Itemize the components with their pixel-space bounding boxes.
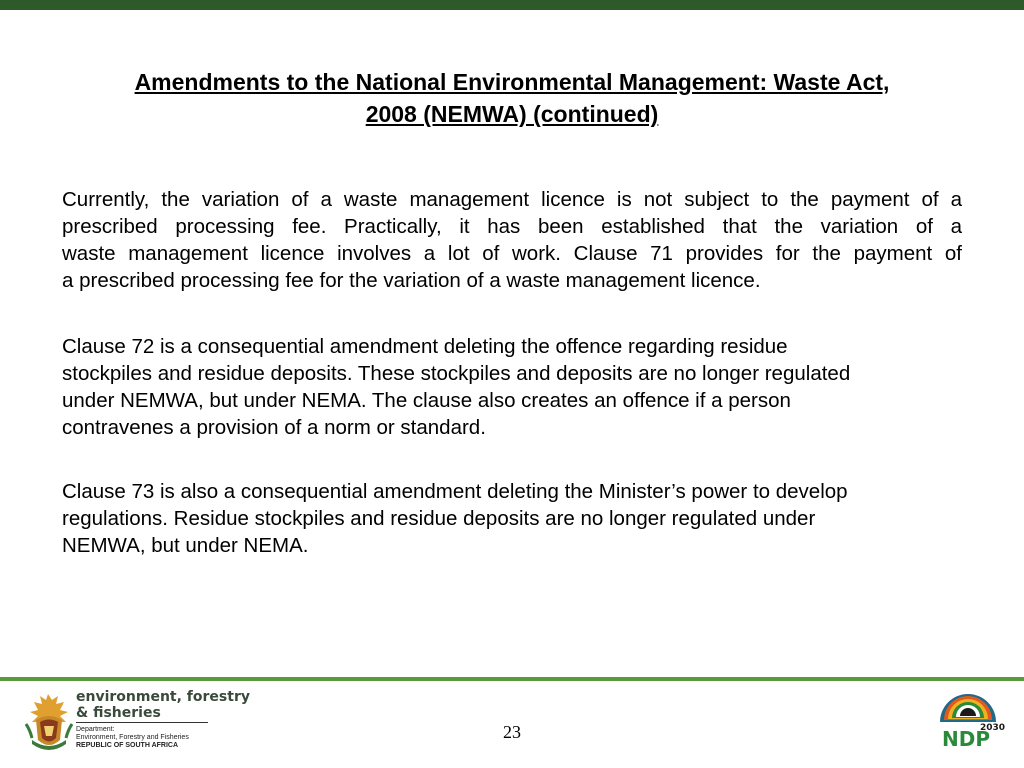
- slide-title-line-2: 2008 (NEMWA) (continued): [365, 101, 659, 127]
- paragraph-line: prescribed processing fee. Practically, it has been established that the variation of a: [62, 215, 962, 238]
- paragraph-clause-71: [62, 186, 962, 294]
- slide-title: [60, 66, 964, 130]
- department-rule: [76, 722, 208, 723]
- page-number: 23: [503, 722, 521, 742]
- ndp-2030-logo: [934, 686, 1006, 751]
- department-name: [76, 689, 250, 721]
- paragraph-line: Currently, the variation of a waste management licence is not subject to the payment of a: [62, 188, 962, 211]
- paragraph-line: regulations. Residue stockpiles and residue deposits are no longer regulated under: [62, 507, 816, 530]
- paragraph-line: stockpiles and residue deposits. These stockpiles and deposits are no longer regulated: [62, 362, 851, 385]
- department-details: [76, 726, 216, 750]
- paragraph-line: NEMWA, but under NEMA.: [62, 534, 309, 557]
- paragraph-line: Clause 73 is also a consequential amendment deleting the Minister’s power to develop: [62, 480, 848, 503]
- paragraph-line: waste management licence involves a lot of work. Clause 71 provides for the payment of: [62, 242, 962, 265]
- slide-title-line-1: Amendments to the National Environmental Management: Waste Act,: [134, 69, 890, 95]
- department-full-name: Environment, Forestry and Fisheries: [76, 734, 189, 741]
- department-name-line-2: & fisheries: [76, 705, 161, 721]
- paragraph-line: Clause 72 is a consequential amendment deleting the offence regarding residue: [62, 335, 788, 358]
- country-name: REPUBLIC OF SOUTH AFRICA: [76, 742, 179, 749]
- ndp-text: NDP: [942, 727, 990, 751]
- ndp-year: 2030: [980, 723, 1006, 733]
- department-name-line-1: environment, forestry: [76, 689, 250, 705]
- top-header-bar: [0, 0, 1024, 10]
- paragraph-clause-73: [62, 478, 962, 559]
- paragraph-line: contravenes a provision of a norm or standard.: [62, 416, 486, 439]
- paragraph-clause-72: [62, 333, 962, 441]
- paragraph-line: under NEMWA, but under NEMA. The clause also creates an offence if a person: [62, 389, 791, 412]
- paragraph-line: a prescribed processing fee for the variation of a waste management licence.: [62, 269, 761, 292]
- footer-divider: [0, 677, 1024, 681]
- department-label: Department:: [76, 726, 115, 733]
